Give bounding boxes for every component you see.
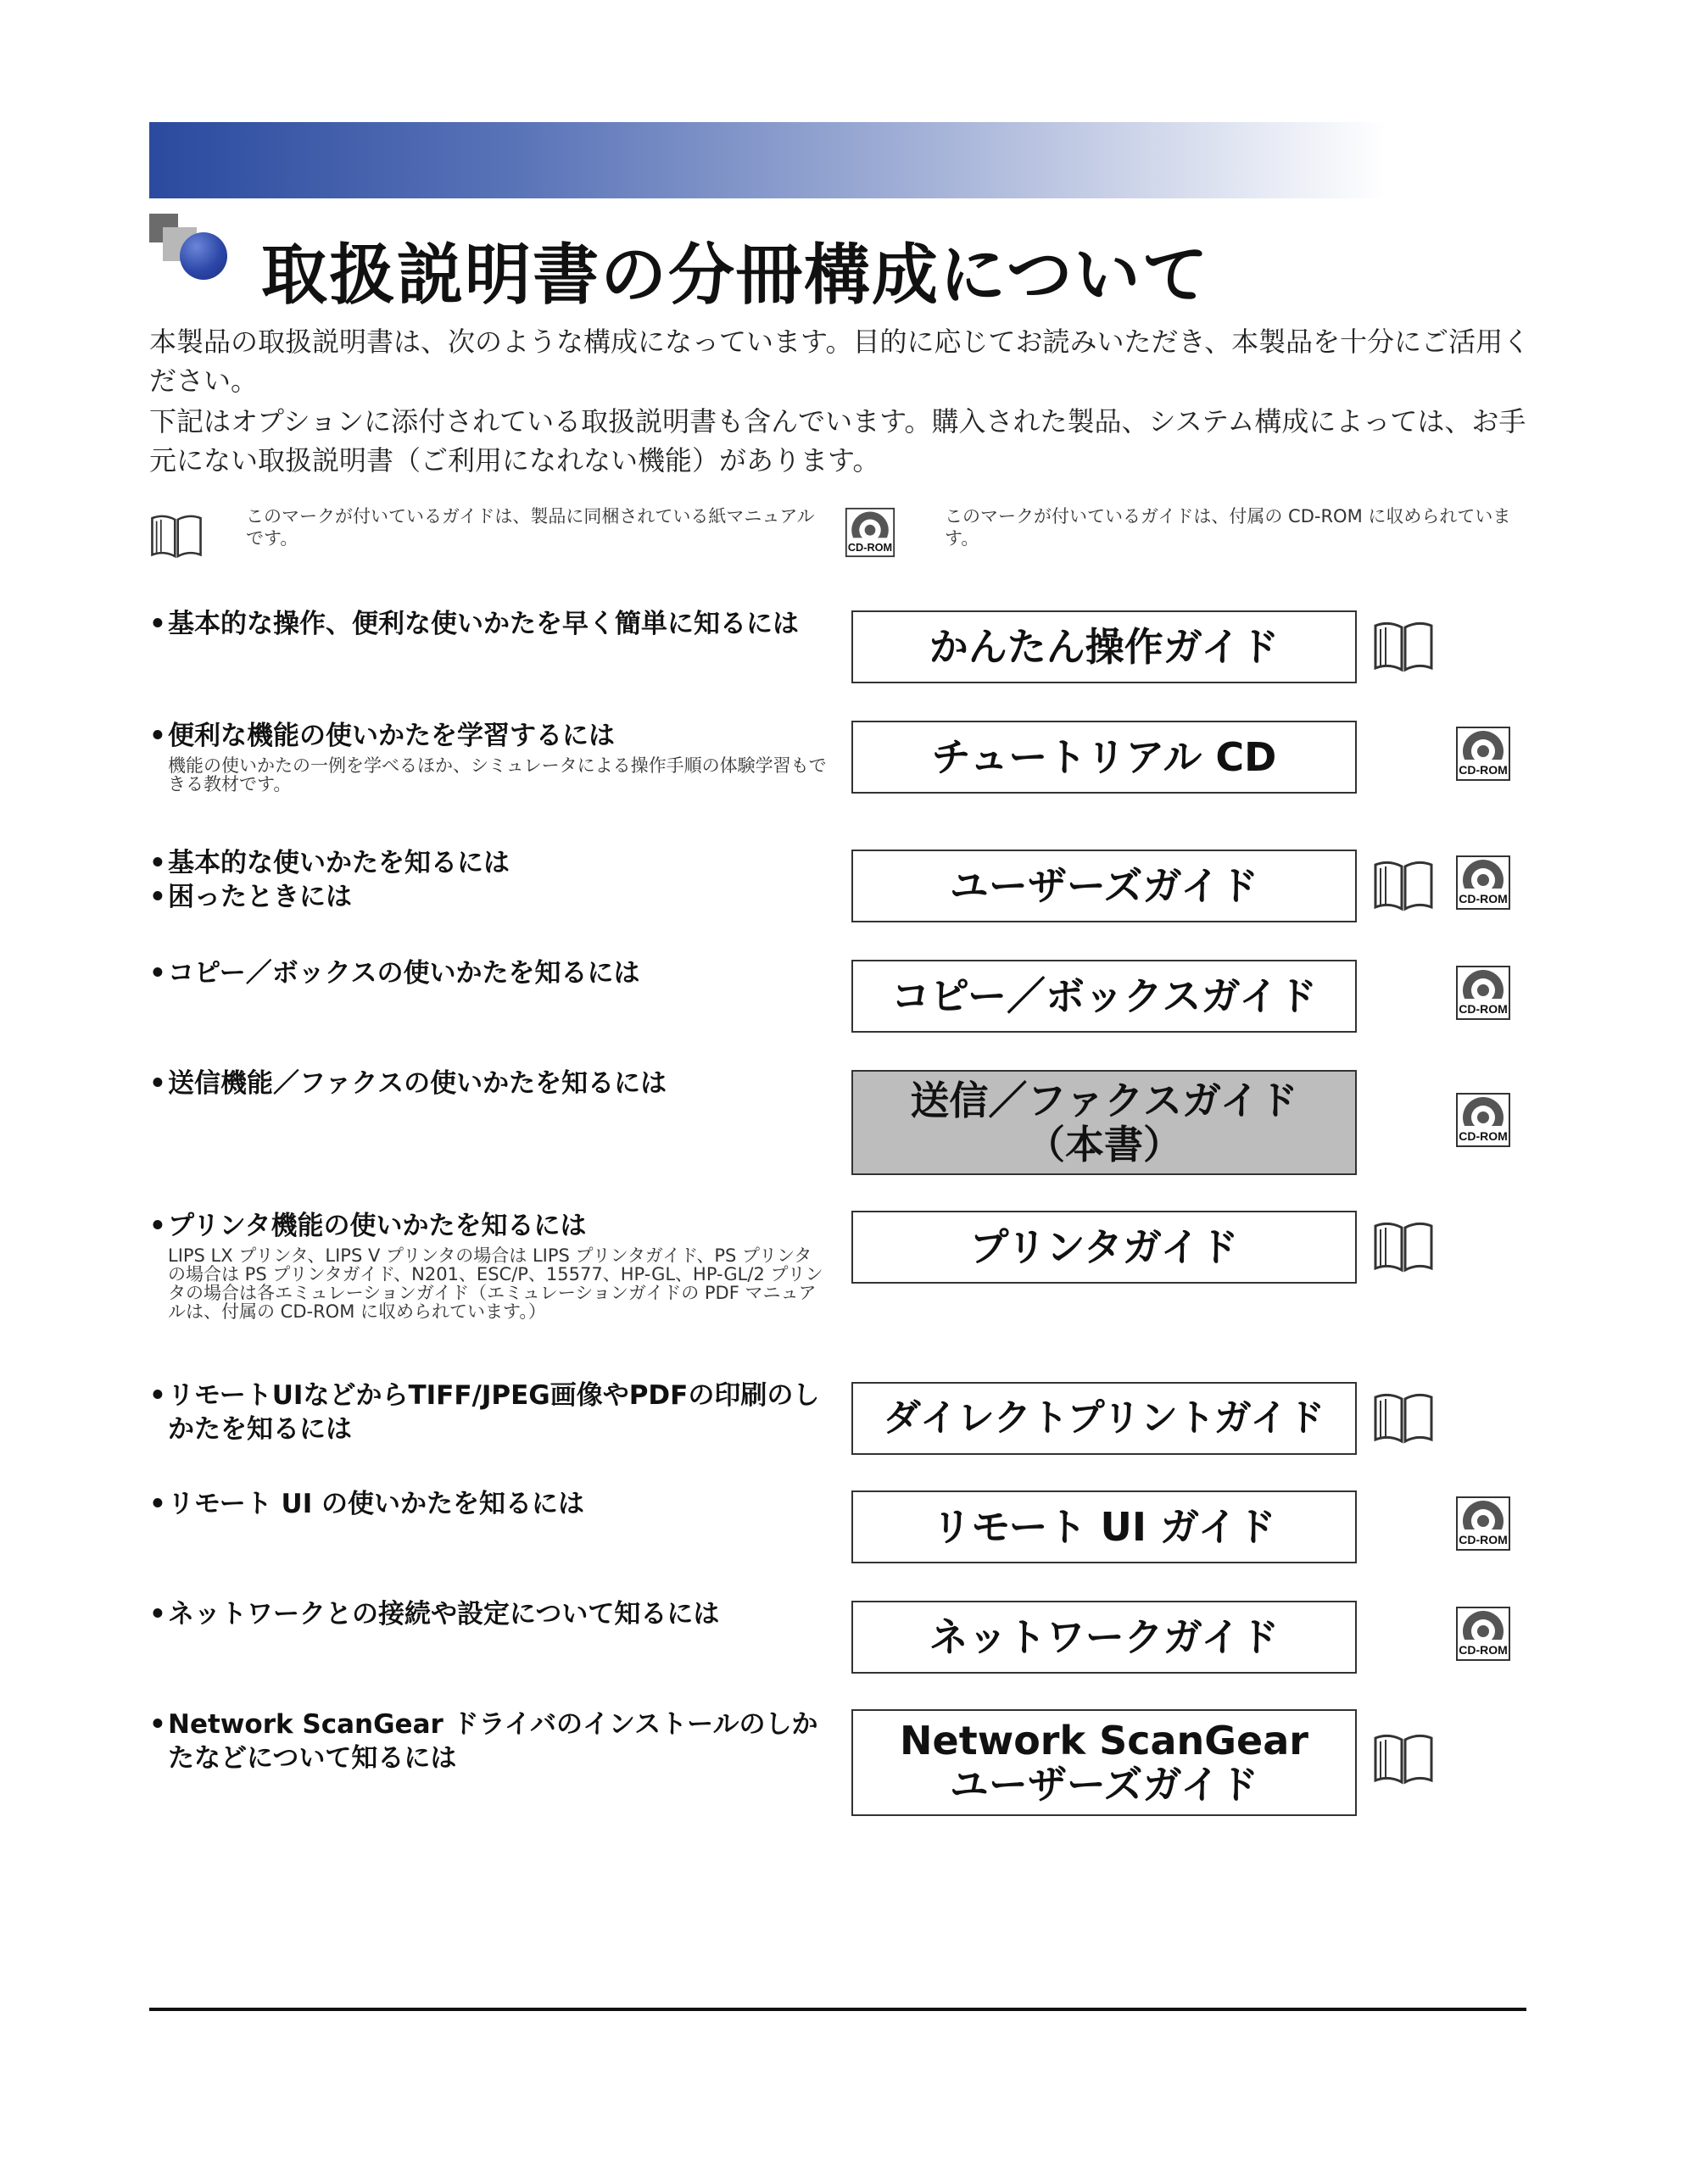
svg-text:CD-ROM: CD-ROM: [847, 540, 893, 554]
cd-rom-icon: [1455, 726, 1511, 782]
guide-title: コピー／ボックスガイド: [890, 973, 1318, 1019]
intro-paragraph-1: 本製品の取扱説明書は、次のような構成になっています。目的に応じてお読みいただき、本製品を十分にご活用ください。: [149, 326, 1531, 397]
header-gradient-band: [149, 122, 1387, 198]
question-note: LIPS LX プリンタ、LIPS V プリンタの場合は LIPS プリンタガイド、PS プリンタの場合は PS プリンタガイド、N201、ESC/P、15577、HP-GL、HP-GL/2 プリンタの場合は各エミュレーションガイド（エミュレーションガイドの PDF マニュアルは、付属の CD-ROM に収められています。）: [168, 1245, 823, 1322]
paper-manual-book-icon: [1372, 1730, 1435, 1786]
svg-text:CD-ROM: CD-ROM: [1459, 892, 1508, 905]
question-row-1: • 基本的な操作、便利な使いかたを早く簡単に知るには: [149, 609, 799, 639]
guide-title: チュートリアル CD: [931, 734, 1277, 780]
guide-box-kantan-sousa: [851, 610, 1357, 683]
guide-title-line-2: （本書）: [1026, 1122, 1182, 1167]
guide-title: ダイレクトプリントガイド: [883, 1396, 1325, 1440]
question-text: リモート UI の使いかたを知るには: [168, 1489, 585, 1519]
page-title: 取扱説明書の分冊構成について: [261, 237, 1210, 314]
guide-title-line-2: ユーザーズガイド: [949, 1762, 1259, 1808]
intro-paragraph-2: 下記はオプションに添付されている取扱説明書も含んでいます。購入された製品、システム構成によっては、お手元にない取扱説明書（ご利用になれない機能）があります。: [149, 405, 1526, 476]
question-row-3: • 基本的な使いかたを知るには • 困ったときには: [149, 848, 510, 912]
guide-box-printer-guide: [851, 1211, 1357, 1284]
question-text: 困ったときには: [168, 882, 352, 912]
svg-text:CD-ROM: CD-ROM: [1459, 763, 1508, 777]
guide-box-send-fax-this-book: [851, 1070, 1357, 1175]
question-row-4: • コピー／ボックスの使いかたを知るには: [149, 958, 640, 989]
guide-title: リモート UI ガイド: [932, 1504, 1276, 1550]
question-text: 送信機能／ファクスの使いかたを知るには: [168, 1068, 667, 1099]
question-text: プリンタ機能の使いかたを知るには: [168, 1211, 587, 1241]
paper-manual-book-icon: [149, 510, 204, 560]
svg-text:CD-ROM: CD-ROM: [1459, 1129, 1508, 1143]
cd-rom-icon: [1455, 1606, 1511, 1662]
question-row-2: • 便利な機能の使いかたを学習するには 機能の使いかたの一例を学べるほか、シミュレータによる操作手順の体験学習もできる教材です。: [149, 721, 827, 794]
question-text: リモートUIなどからTIFF/JPEG画像やPDFの印刷のしかたを知るには: [168, 1380, 820, 1445]
guide-title-line-1: 送信／ファクスガイド: [910, 1078, 1298, 1123]
question-text: ネットワークとの接続や設定について知るには: [168, 1599, 720, 1630]
guide-title: ネットワークガイド: [929, 1614, 1280, 1660]
question-text: Network ScanGear ドライバのインストールのしかたなどについて知るには: [168, 1709, 818, 1774]
footer-rule: [149, 2008, 1526, 2011]
question-row-8: • リモート UI の使いかたを知るには: [149, 1489, 585, 1519]
legend-paper-manual-text: このマークが付いているガイドは、製品に同梱されている紙マニュアルです。: [246, 506, 815, 549]
question-note: 機能の使いかたの一例を学べるほか、シミュレータによる操作手順の体験学習もできる教材です。: [168, 755, 827, 794]
guide-box-users-guide: [851, 850, 1357, 922]
legend-cd-rom-text: このマークが付いているガイドは、付属の CD-ROM に収められています。: [945, 506, 1511, 549]
cd-rom-icon: [1455, 965, 1511, 1021]
guide-box-direct-print: [851, 1382, 1357, 1455]
paper-manual-book-icon: [1372, 856, 1435, 912]
guide-title: ユーザーズガイド: [949, 863, 1259, 909]
cd-rom-icon: [1455, 1496, 1511, 1552]
paper-manual-book-icon: [1372, 617, 1435, 673]
question-row-10: • Network ScanGear ドライバのインストールのしかたなどについて知るには: [149, 1709, 818, 1774]
question-row-7: • リモートUIなどからTIFF/JPEG画像やPDFの印刷のしかたを知るには: [149, 1380, 820, 1445]
guide-box-tutorial-cd: [851, 721, 1357, 794]
question-row-6: • プリンタ機能の使いかたを知るには LIPS LX プリンタ、LIPS V プリンタの場合は LIPS プリンタガイド、PS プリンタの場合は PS プリンタガイド、N201、ESC/P、15577、HP-GL、HP-GL/2 プリンタの場合は各エミュレーションガイド（エミュレーションガイドの PDF マニュアルは、付属の CD-ROM に収められています。）: [149, 1209, 828, 1321]
guide-box-network-guide: [851, 1601, 1357, 1674]
guide-title: かんたん操作ガイド: [929, 624, 1280, 670]
question-row-5: • 送信機能／ファクスの使いかたを知るには: [149, 1068, 667, 1099]
cd-rom-icon: [845, 507, 895, 558]
question-row-9: • ネットワークとの接続や設定について知るには: [149, 1599, 720, 1630]
guide-box-network-scangear: [851, 1709, 1357, 1816]
guide-title-line-1: Network ScanGear: [900, 1718, 1308, 1763]
svg-text:CD-ROM: CD-ROM: [1459, 1643, 1508, 1657]
svg-text:CD-ROM: CD-ROM: [1459, 1533, 1508, 1546]
cd-rom-icon: [1455, 855, 1511, 911]
paper-manual-book-icon: [1372, 1389, 1435, 1445]
question-text: 便利な機能の使いかたを学習するには: [168, 721, 615, 751]
question-text: コピー／ボックスの使いかたを知るには: [168, 958, 640, 989]
cd-rom-icon: [1455, 1092, 1511, 1148]
guide-box-remote-ui: [851, 1490, 1357, 1563]
guide-title: プリンタガイド: [969, 1224, 1239, 1270]
paper-manual-book-icon: [1372, 1217, 1435, 1273]
title-bullet-icon: [149, 214, 231, 295]
svg-text:CD-ROM: CD-ROM: [1459, 1002, 1508, 1016]
guide-box-copy-box: [851, 960, 1357, 1033]
question-text: 基本的な使いかたを知るには: [168, 848, 510, 878]
question-text: 基本的な操作、便利な使いかたを早く簡単に知るには: [168, 609, 799, 639]
